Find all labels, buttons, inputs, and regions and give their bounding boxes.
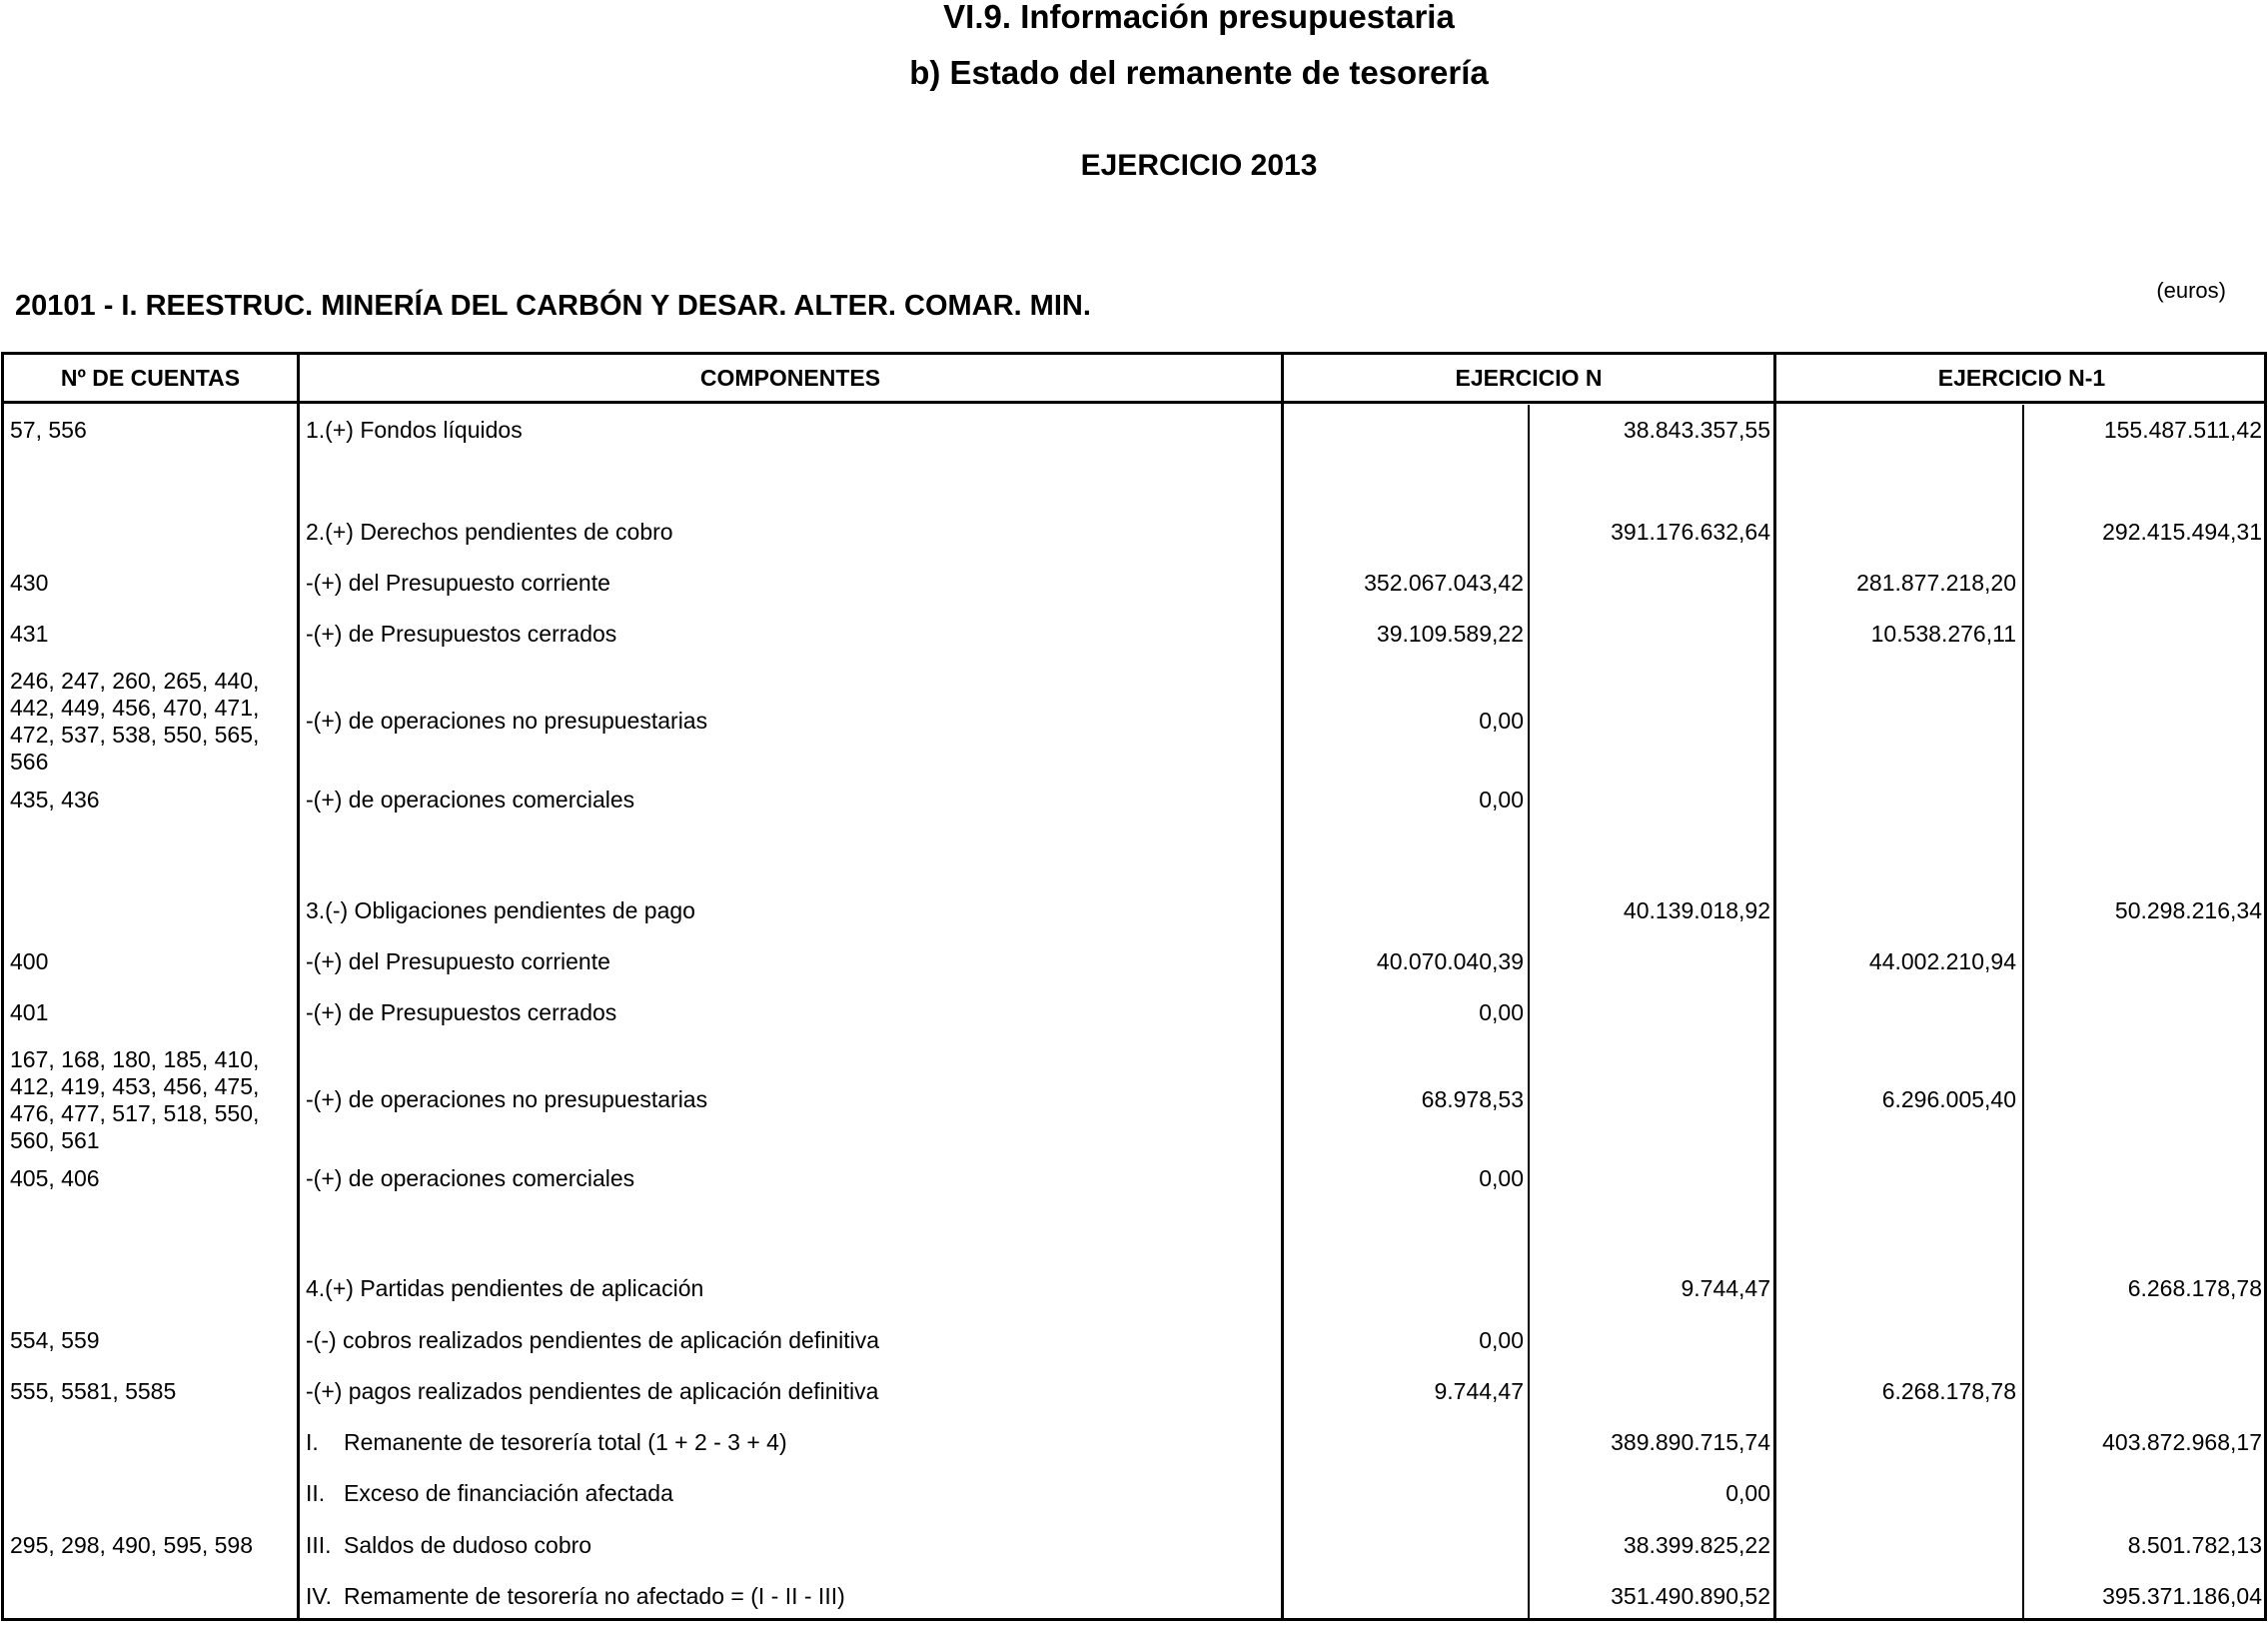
year-n-detail-value: 0,00 [1479,1165,1524,1191]
year-n1-detail-value: 10.538.276,11 [1870,621,2016,647]
total-component-text: Saldos de dudoso cobro [344,1532,592,1558]
total-label [306,1583,1275,1610]
account-numbers: 295, 298, 490, 595, 598 [10,1532,253,1558]
column-divider [2022,405,2024,1618]
account-numbers: 167, 168, 180, 185, 410, 412, 419, 453, 456, 475, 476, 477, 517, 518, 550, 560, 561 [10,1046,260,1153]
account-numbers: 246, 247, 260, 265, 440, 442, 449, 456, 470, 471, 472, 537, 538, 550, 565, 566 [10,668,260,775]
total-numeral: IV. [306,1583,333,1609]
component-label: 3.(-) Obligaciones pendientes de pago [306,897,695,923]
total-component-text: Remamente de tesorería no afectado = (I - II - III) [344,1583,845,1609]
account-numbers: 401 [10,999,49,1025]
total-numeral: III. [306,1532,332,1558]
year-n-detail-value: 40.070.040,39 [1376,948,1524,974]
year-n1-total-value: 6.268.178,78 [2127,1275,2262,1301]
account-numbers: 400 [10,948,49,974]
entity-name: 20101 - I. REESTRUC. MINERÍA DEL CARBÓN Y DESAR. ALTER. COMAR. MIN. [15,290,1091,322]
col-header-components: COMPONENTES [699,364,881,391]
total-label [306,1480,1275,1507]
year-n-detail-value: 0,00 [1479,1327,1524,1353]
col-header-year-n1: EJERCICIO N-1 [1937,364,2106,391]
account-numbers: 435, 436 [10,787,100,812]
component-label: -(+) del Presupuesto corriente [306,948,610,974]
account-numbers: 430 [10,570,49,596]
component-label: -(+) de Presupuestos cerrados [306,999,617,1025]
col-header-year-n: EJERCICIO N [1455,364,1603,391]
total-component-text: Remanente de tesorería total (1 + 2 - 3 + 4) [344,1429,787,1455]
year-n-detail-value: 68.978,53 [1421,1086,1524,1112]
account-numbers: 57, 556 [10,417,87,443]
units-label: (euros) [2156,278,2226,303]
column-divider [297,355,300,1618]
component-label: -(+) de operaciones comerciales [306,787,635,812]
treasury-table [1,352,2267,1621]
component-label: -(-) cobros realizados pendientes de aplicación definitiva [306,1327,880,1353]
year-n-total-value: 391.176.632,64 [1611,519,1770,545]
total-label [306,1532,1275,1559]
page-title: VI.9. Información presupuestaria [943,0,1455,35]
column-divider [1773,355,1776,1618]
component-label: -(+) de operaciones comerciales [306,1165,635,1191]
component-label: -(+) de Presupuestos cerrados [306,621,617,647]
year-n-detail-value: 352.067.043,42 [1364,570,1524,596]
component-label: -(+) de operaciones no presupuestarias [306,708,708,734]
col-header-accounts: Nº DE CUENTAS [60,364,241,391]
component-label: 1.(+) Fondos líquidos [306,417,523,443]
year-n1-total-value: 403.872.968,17 [2102,1429,2262,1455]
year-n1-detail-value: 6.268.178,78 [1881,1378,2016,1404]
account-numbers: 555, 5581, 5585 [10,1378,177,1404]
total-component-text: Exceso de financiación afectada [344,1480,673,1506]
year-n1-total-value: 395.371.186,04 [2102,1583,2262,1609]
account-numbers: 554, 559 [10,1327,100,1353]
column-divider [1528,405,1530,1618]
year-n-detail-value: 39.109.589,22 [1376,621,1524,647]
year-n-detail-value: 0,00 [1479,999,1524,1025]
component-label: -(+) pagos realizados pendientes de aplicación definitiva [306,1378,879,1404]
account-numbers: 405, 406 [10,1165,100,1191]
year-n-total-value: 38.843.357,55 [1623,417,1770,443]
year-n1-total-value: 292.415.494,31 [2102,519,2262,545]
year-n-total-value: 38.399.825,22 [1623,1532,1770,1558]
component-label: -(+) del Presupuesto corriente [306,570,610,596]
component-label: -(+) de operaciones no presupuestarias [306,1086,708,1112]
header-rule [4,401,2264,404]
year-n-total-value: 9.744,47 [1681,1275,1770,1301]
year-n-total-value: 0,00 [1725,1480,1770,1506]
year-n-total-value: 40.139.018,92 [1623,897,1770,923]
year-n1-total-value: 50.298.216,34 [2114,897,2262,923]
component-label: 4.(+) Partidas pendientes de aplicación [306,1275,704,1301]
year-n-detail-value: 9.744,47 [1434,1378,1524,1404]
year-n1-detail-value: 6.296.005,40 [1881,1086,2016,1112]
total-numeral: I. [306,1429,319,1455]
total-label [306,1429,1275,1456]
year-label: EJERCICIO 2013 [1080,149,1318,182]
year-n1-total-value: 155.487.511,42 [2103,417,2262,443]
year-n1-total-value: 8.501.782,13 [2127,1532,2262,1558]
year-n-total-value: 351.490.890,52 [1611,1583,1770,1609]
year-n-detail-value: 0,00 [1479,708,1524,734]
year-n1-detail-value: 281.877.218,20 [1856,570,2016,596]
component-label: 2.(+) Derechos pendientes de cobro [306,519,673,545]
year-n-detail-value: 0,00 [1479,787,1524,812]
year-n-total-value: 389.890.715,74 [1611,1429,1770,1455]
column-divider [1281,355,1284,1618]
year-n1-detail-value: 44.002.210,94 [1868,948,2016,974]
account-numbers: 431 [10,621,49,647]
page-subtitle: b) Estado del remanente de tesorería [909,54,1489,91]
total-numeral: II. [306,1480,326,1506]
